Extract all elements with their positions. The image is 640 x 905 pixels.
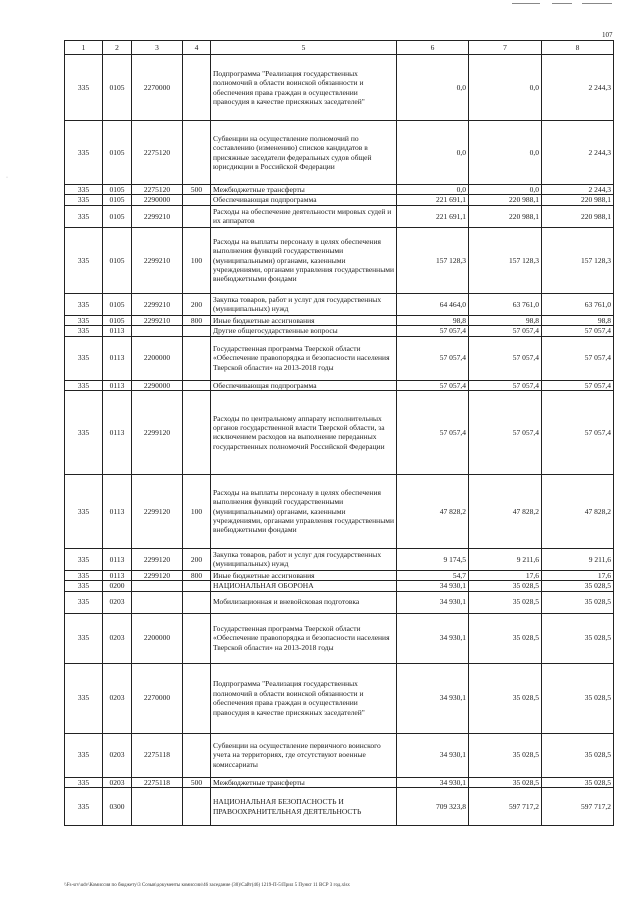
amount-col8-cell: 47 828,2 bbox=[542, 474, 614, 548]
admin-code-cell: 335 bbox=[65, 326, 103, 336]
table-row bbox=[65, 185, 614, 195]
name-cell: Подпрограмма "Реализация государственных полномочий в области воинской обязанности и обеспечения права граждан в осуществлении правосудия в качестве присяжных заседателей" bbox=[211, 663, 397, 733]
admin-code-cell: 335 bbox=[65, 581, 103, 591]
amount-col7-cell: 597 717,2 bbox=[469, 788, 542, 826]
amount-col8-cell: 35 028,5 bbox=[542, 613, 614, 663]
section-code-cell: 0105 bbox=[103, 121, 132, 185]
expense-type-cell bbox=[183, 788, 211, 826]
header-cell-7: 7 bbox=[469, 41, 542, 55]
table-row bbox=[65, 293, 614, 315]
header-cell-8: 8 bbox=[542, 41, 614, 55]
expense-type-cell bbox=[183, 195, 211, 205]
expense-type-cell bbox=[183, 121, 211, 185]
table-row bbox=[65, 570, 614, 580]
target-article-cell bbox=[132, 591, 183, 613]
target-article-cell: 2299120 bbox=[132, 570, 183, 580]
amount-col8-cell: 597 717,2 bbox=[542, 788, 614, 826]
name-cell: Подпрограмма "Реализация государственных полномочий в области воинской обязанности и обеспечения права граждан в осуществлении правосудия в качестве присяжных заседателей" bbox=[211, 55, 397, 121]
admin-code-cell: 335 bbox=[65, 570, 103, 580]
target-article-cell: 2299210 bbox=[132, 205, 183, 227]
amount-col8-cell: 57 057,4 bbox=[542, 336, 614, 380]
table-row bbox=[65, 390, 614, 474]
amount-col7-cell: 35 028,5 bbox=[469, 663, 542, 733]
admin-code-cell: 335 bbox=[65, 185, 103, 195]
expense-type-cell bbox=[183, 205, 211, 227]
name-cell: Расходы на выплаты персоналу в целях обеспечения выполнения функций государственными (муниципальными) органами, казенными учреждениями, органами управления государственными внебюджетными фондами bbox=[211, 227, 397, 293]
name-cell: НАЦИОНАЛЬНАЯ ОБОРОНА bbox=[211, 581, 397, 591]
amount-col6-cell: 34 930,1 bbox=[397, 581, 469, 591]
name-cell: НАЦИОНАЛЬНАЯ БЕЗОПАСНОСТЬ И ПРАВООХРАНИТЕЛЬНАЯ ДЕЯТЕЛЬНОСТЬ bbox=[211, 788, 397, 826]
amount-col6-cell: 9 174,5 bbox=[397, 548, 469, 570]
admin-code-cell: 335 bbox=[65, 293, 103, 315]
amount-col6-cell: 47 828,2 bbox=[397, 474, 469, 548]
table-row bbox=[65, 613, 614, 663]
table-row bbox=[65, 591, 614, 613]
amount-col8-cell: 220 988,1 bbox=[542, 195, 614, 205]
amount-col6-cell: 0,0 bbox=[397, 185, 469, 195]
admin-code-cell: 335 bbox=[65, 121, 103, 185]
expense-type-cell: 800 bbox=[183, 570, 211, 580]
amount-col6-cell: 157 128,3 bbox=[397, 227, 469, 293]
amount-col6-cell: 57 057,4 bbox=[397, 336, 469, 380]
name-cell: Закупка товаров, работ и услуг для государственных (муниципальных) нужд bbox=[211, 293, 397, 315]
admin-code-cell: 335 bbox=[65, 195, 103, 205]
admin-code-cell: 335 bbox=[65, 227, 103, 293]
amount-col6-cell: 34 930,1 bbox=[397, 591, 469, 613]
table-row bbox=[65, 474, 614, 548]
section-code-cell: 0300 bbox=[103, 788, 132, 826]
name-cell: Государственная программа Тверской области «Обеспечение правопорядка и безопасности населения Тверской области» на 2013-2018 годы bbox=[211, 613, 397, 663]
amount-col7-cell: 17,6 bbox=[469, 570, 542, 580]
amount-col6-cell: 221 691,1 bbox=[397, 195, 469, 205]
amount-col8-cell: 57 057,4 bbox=[542, 326, 614, 336]
amount-col8-cell: 35 028,5 bbox=[542, 581, 614, 591]
section-code-cell: 0113 bbox=[103, 390, 132, 474]
expense-type-cell: 800 bbox=[183, 315, 211, 325]
amount-col7-cell: 0,0 bbox=[469, 121, 542, 185]
section-code-cell: 0203 bbox=[103, 777, 132, 787]
table-row bbox=[65, 336, 614, 380]
table-row bbox=[65, 788, 614, 826]
section-code-cell: 0113 bbox=[103, 548, 132, 570]
target-article-cell: 2270000 bbox=[132, 55, 183, 121]
amount-col6-cell: 709 323,8 bbox=[397, 788, 469, 826]
header-cell-5: 5 bbox=[211, 41, 397, 55]
admin-code-cell: 335 bbox=[65, 315, 103, 325]
section-code-cell: 0105 bbox=[103, 205, 132, 227]
name-cell: Межбюджетные трансферты bbox=[211, 777, 397, 787]
amount-col6-cell: 57 057,4 bbox=[397, 390, 469, 474]
expense-type-cell bbox=[183, 733, 211, 777]
name-cell: Закупка товаров, работ и услуг для государственных (муниципальных) нужд bbox=[211, 548, 397, 570]
expense-type-cell bbox=[183, 326, 211, 336]
name-cell: Мобилизационная и вневойсковая подготовка bbox=[211, 591, 397, 613]
amount-col6-cell: 34 930,1 bbox=[397, 663, 469, 733]
target-article-cell bbox=[132, 581, 183, 591]
name-cell: Обеспечивающая подпрограмма bbox=[211, 380, 397, 390]
amount-col6-cell: 34 930,1 bbox=[397, 733, 469, 777]
section-code-cell: 0113 bbox=[103, 380, 132, 390]
amount-col6-cell: 221 691,1 bbox=[397, 205, 469, 227]
expense-type-cell bbox=[183, 390, 211, 474]
amount-col7-cell: 35 028,5 bbox=[469, 613, 542, 663]
amount-col8-cell: 2 244,3 bbox=[542, 55, 614, 121]
expense-type-cell: 100 bbox=[183, 227, 211, 293]
admin-code-cell: 335 bbox=[65, 591, 103, 613]
admin-code-cell: 335 bbox=[65, 548, 103, 570]
section-code-cell: 0105 bbox=[103, 195, 132, 205]
table-row bbox=[65, 315, 614, 325]
name-cell: Расходы по центральному аппарату исполнительных органов государственной власти Тверской области, за исключением расходов на выполнение переданных государственных полномочий Российской Федерации bbox=[211, 390, 397, 474]
section-code-cell: 0105 bbox=[103, 293, 132, 315]
section-code-cell: 0203 bbox=[103, 591, 132, 613]
target-article-cell: 2299120 bbox=[132, 548, 183, 570]
amount-col7-cell: 35 028,5 bbox=[469, 581, 542, 591]
amount-col7-cell: 220 988,1 bbox=[469, 195, 542, 205]
expense-type-cell: 100 bbox=[183, 474, 211, 548]
amount-col7-cell: 9 211,6 bbox=[469, 548, 542, 570]
amount-col8-cell: 157 128,3 bbox=[542, 227, 614, 293]
name-cell: Другие общегосударственные вопросы bbox=[211, 326, 397, 336]
section-code-cell: 0105 bbox=[103, 55, 132, 121]
amount-col7-cell: 35 028,5 bbox=[469, 733, 542, 777]
amount-col6-cell: 0,0 bbox=[397, 55, 469, 121]
admin-code-cell: 335 bbox=[65, 55, 103, 121]
amount-col8-cell: 35 028,5 bbox=[542, 591, 614, 613]
target-article-cell: 2299120 bbox=[132, 474, 183, 548]
header-cell-1: 1 bbox=[65, 41, 103, 55]
admin-code-cell: 335 bbox=[65, 613, 103, 663]
amount-col6-cell: 54,7 bbox=[397, 570, 469, 580]
amount-col8-cell: 98,8 bbox=[542, 315, 614, 325]
admin-code-cell: 335 bbox=[65, 336, 103, 380]
table-row bbox=[65, 777, 614, 787]
table-row bbox=[65, 733, 614, 777]
name-cell: Субвенции на осуществление полномочий по составлению (изменению) списков кандидатов в присяжные заседатели федеральных судов общей юрисдикции в Российской Федерации bbox=[211, 121, 397, 185]
amount-col7-cell: 57 057,4 bbox=[469, 380, 542, 390]
expense-type-cell bbox=[183, 581, 211, 591]
table-row bbox=[65, 205, 614, 227]
table-row bbox=[65, 581, 614, 591]
expense-type-cell: 500 bbox=[183, 185, 211, 195]
section-code-cell: 0113 bbox=[103, 326, 132, 336]
amount-col6-cell: 57 057,4 bbox=[397, 326, 469, 336]
name-cell: Расходы на выплаты персоналу в целях обеспечения выполнения функций государственными (муниципальными) органами, казенными учреждениями, органами управления государственными внебюджетными фондами bbox=[211, 474, 397, 548]
name-cell: Обеспечивающая подпрограмма bbox=[211, 195, 397, 205]
target-article-cell: 2200000 bbox=[132, 336, 183, 380]
table-row bbox=[65, 663, 614, 733]
amount-col7-cell: 63 761,0 bbox=[469, 293, 542, 315]
section-code-cell: 0105 bbox=[103, 315, 132, 325]
admin-code-cell: 335 bbox=[65, 205, 103, 227]
top-scan-lines bbox=[512, 3, 612, 5]
expense-type-cell: 200 bbox=[183, 293, 211, 315]
name-cell: Субвенции на осуществление первичного воинского учета на территориях, где отсутствуют военные комиссариаты bbox=[211, 733, 397, 777]
target-article-cell: 2275118 bbox=[132, 777, 183, 787]
amount-col8-cell: 2 244,3 bbox=[542, 185, 614, 195]
amount-col7-cell: 0,0 bbox=[469, 55, 542, 121]
admin-code-cell: 335 bbox=[65, 733, 103, 777]
header-cell-2: 2 bbox=[103, 41, 132, 55]
admin-code-cell: 335 bbox=[65, 788, 103, 826]
amount-col7-cell: 0,0 bbox=[469, 185, 542, 195]
amount-col7-cell: 47 828,2 bbox=[469, 474, 542, 548]
budget-table bbox=[64, 40, 614, 826]
amount-col8-cell: 63 761,0 bbox=[542, 293, 614, 315]
name-cell: Иные бюджетные ассигнования bbox=[211, 570, 397, 580]
amount-col6-cell: 34 930,1 bbox=[397, 613, 469, 663]
target-article-cell bbox=[132, 788, 183, 826]
expense-type-cell bbox=[183, 380, 211, 390]
table-row bbox=[65, 195, 614, 205]
target-article-cell: 2270000 bbox=[132, 663, 183, 733]
amount-col6-cell: 64 464,0 bbox=[397, 293, 469, 315]
margin-mark: · bbox=[6, 175, 8, 181]
target-article-cell: 2275120 bbox=[132, 121, 183, 185]
name-cell: Иные бюджетные ассигнования bbox=[211, 315, 397, 325]
amount-col7-cell: 57 057,4 bbox=[469, 326, 542, 336]
amount-col8-cell: 35 028,5 bbox=[542, 663, 614, 733]
expense-type-cell bbox=[183, 613, 211, 663]
header-cell-3: 3 bbox=[132, 41, 183, 55]
target-article-cell bbox=[132, 326, 183, 336]
target-article-cell: 2299210 bbox=[132, 293, 183, 315]
section-code-cell: 0113 bbox=[103, 336, 132, 380]
section-code-cell: 0200 bbox=[103, 581, 132, 591]
amount-col6-cell: 34 930,1 bbox=[397, 777, 469, 787]
amount-col7-cell: 57 057,4 bbox=[469, 336, 542, 380]
name-cell: Расходы на обеспечение деятельности мировых судей и их аппаратов bbox=[211, 205, 397, 227]
section-code-cell: 0203 bbox=[103, 663, 132, 733]
expense-type-cell bbox=[183, 55, 211, 121]
amount-col8-cell: 9 211,6 bbox=[542, 548, 614, 570]
header-cell-4: 4 bbox=[183, 41, 211, 55]
amount-col8-cell: 220 988,1 bbox=[542, 205, 614, 227]
table-row bbox=[65, 55, 614, 121]
amount-col8-cell: 17,6 bbox=[542, 570, 614, 580]
target-article-cell: 2299210 bbox=[132, 227, 183, 293]
amount-col7-cell: 35 028,5 bbox=[469, 777, 542, 787]
table-row bbox=[65, 380, 614, 390]
table-row bbox=[65, 326, 614, 336]
section-code-cell: 0113 bbox=[103, 474, 132, 548]
amount-col7-cell: 220 988,1 bbox=[469, 205, 542, 227]
admin-code-cell: 335 bbox=[65, 663, 103, 733]
name-cell: Государственная программа Тверской области «Обеспечение правопорядка и безопасности населения Тверской области» на 2013-2018 годы bbox=[211, 336, 397, 380]
section-code-cell: 0105 bbox=[103, 185, 132, 195]
section-code-cell: 0113 bbox=[103, 570, 132, 580]
amount-col7-cell: 98,8 bbox=[469, 315, 542, 325]
amount-col8-cell: 2 244,3 bbox=[542, 121, 614, 185]
target-article-cell: 2275118 bbox=[132, 733, 183, 777]
amount-col8-cell: 35 028,5 bbox=[542, 777, 614, 787]
target-article-cell: 2200000 bbox=[132, 613, 183, 663]
expense-type-cell: 500 bbox=[183, 777, 211, 787]
section-code-cell: 0203 bbox=[103, 613, 132, 663]
page-number: 107 bbox=[602, 31, 613, 39]
table-row bbox=[65, 121, 614, 185]
target-article-cell: 2290000 bbox=[132, 195, 183, 205]
section-code-cell: 0105 bbox=[103, 227, 132, 293]
amount-col7-cell: 35 028,5 bbox=[469, 591, 542, 613]
name-cell: Межбюджетные трансферты bbox=[211, 185, 397, 195]
amount-col6-cell: 57 057,4 bbox=[397, 380, 469, 390]
amount-col8-cell: 35 028,5 bbox=[542, 733, 614, 777]
target-article-cell: 2299210 bbox=[132, 315, 183, 325]
amount-col7-cell: 157 128,3 bbox=[469, 227, 542, 293]
amount-col8-cell: 57 057,4 bbox=[542, 380, 614, 390]
target-article-cell: 2290000 bbox=[132, 380, 183, 390]
expense-type-cell bbox=[183, 591, 211, 613]
section-code-cell: 0203 bbox=[103, 733, 132, 777]
admin-code-cell: 335 bbox=[65, 380, 103, 390]
expense-type-cell bbox=[183, 336, 211, 380]
table-header-row bbox=[65, 41, 614, 55]
admin-code-cell: 335 bbox=[65, 390, 103, 474]
target-article-cell: 2299120 bbox=[132, 390, 183, 474]
table-body bbox=[65, 55, 614, 826]
amount-col6-cell: 98,8 bbox=[397, 315, 469, 325]
table-row bbox=[65, 227, 614, 293]
table-row bbox=[65, 548, 614, 570]
expense-type-cell bbox=[183, 663, 211, 733]
amount-col7-cell: 57 057,4 bbox=[469, 390, 542, 474]
admin-code-cell: 335 bbox=[65, 777, 103, 787]
amount-col8-cell: 57 057,4 bbox=[542, 390, 614, 474]
expense-type-cell: 200 bbox=[183, 548, 211, 570]
amount-col6-cell: 0,0 bbox=[397, 121, 469, 185]
target-article-cell: 2275120 bbox=[132, 185, 183, 195]
admin-code-cell: 335 bbox=[65, 474, 103, 548]
footer-file-path: \\Fs-srv\udv\Комиссия по бюджету\3 Созыв\документы комиссии\46 заседание (30)\Сайт(46) 1219-П-5\Прил 5 Пункт 11 ВСР 3 год.xlsx bbox=[64, 883, 350, 888]
header-cell-6: 6 bbox=[397, 41, 469, 55]
